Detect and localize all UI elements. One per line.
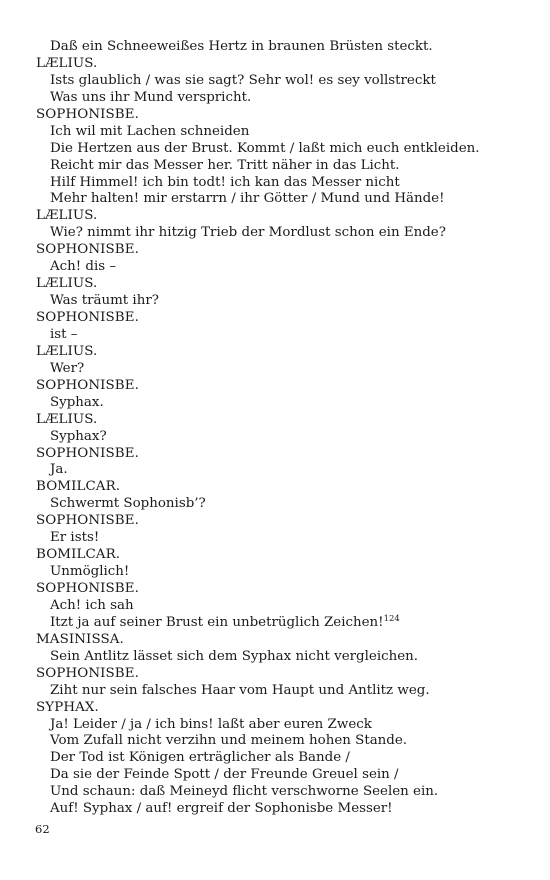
verse-line — [36, 293, 536, 310]
verse-text: Der Tod ist Königen erträglicher als Bande / — [50, 750, 350, 766]
speaker-label: LÆLIUS. — [36, 411, 98, 427]
speaker-name — [36, 513, 536, 530]
speaker-name — [36, 581, 536, 598]
speaker-name — [36, 666, 536, 683]
verse-text: Er ists! — [50, 530, 100, 546]
speaker-label: BOMILCAR. — [36, 479, 121, 495]
speaker-name — [36, 208, 536, 225]
verse-text: Mehr halten! mir erstarrn / ihr Götter / Mund und Hände! — [50, 191, 445, 207]
speaker-label: SOPHONISBE. — [36, 665, 139, 681]
verse-text: Die Hertzen aus der Brust. Kommt / laßt mich euch entkleiden. — [50, 140, 480, 156]
verse-line — [36, 90, 536, 107]
verse-line — [36, 175, 536, 192]
verse-text: Unmöglich! — [50, 564, 130, 580]
speaker-name — [36, 344, 536, 361]
verse-text: Reicht mir das Messer her. Tritt näher in das Licht. — [50, 157, 400, 173]
speaker-label: LÆLIUS. — [36, 208, 98, 224]
verse-line — [36, 615, 536, 632]
verse-text: Vom Zufall nicht verzihn und meinem hohen Stande. — [50, 733, 408, 749]
speaker-label: SYPHAX. — [36, 699, 99, 715]
verse-line — [36, 564, 536, 581]
verse-line — [36, 598, 536, 615]
speaker-name — [36, 310, 536, 327]
verse-line — [36, 429, 536, 446]
speaker-name — [36, 632, 536, 649]
speaker-label: SOPHONISBE. — [36, 377, 139, 393]
verse-text: Hilf Himmel! ich bin todt! ich kan das Messer nicht — [50, 174, 400, 190]
verse-text: Da sie der Feinde Spott / der Freunde Greuel sein / — [50, 767, 399, 783]
verse-text: Wer? — [50, 360, 85, 376]
verse-line — [36, 683, 536, 700]
verse-text: Auf! Syphax / auf! ergreif der Sophonisbe Messer! — [50, 801, 393, 817]
verse-text: Ziht nur sein falsches Haar vom Haupt und Antlitz weg. — [50, 682, 430, 698]
verse-line — [36, 73, 536, 90]
verse-line — [36, 496, 536, 513]
speaker-label: SOPHONISBE. — [36, 445, 139, 461]
speaker-label: LÆLIUS. — [36, 343, 98, 359]
verse-line — [36, 801, 536, 818]
verse-text: ist – — [50, 326, 78, 342]
page-number: 62 — [35, 822, 50, 836]
verse-text: Wie? nimmt ihr hitzig Trieb der Mordlust schon ein Ende? — [50, 225, 446, 241]
verse-text: Ja. — [50, 462, 68, 478]
verse-line — [36, 327, 536, 344]
verse-line — [36, 191, 536, 208]
speaker-label: SOPHONISBE. — [36, 513, 139, 529]
verse-line — [36, 158, 536, 175]
speaker-label: BOMILCAR. — [36, 547, 121, 563]
verse-line — [36, 141, 536, 158]
verse-line — [36, 750, 536, 767]
speaker-label: LÆLIUS. — [36, 55, 98, 71]
speaker-label: MASINISSA. — [36, 631, 124, 647]
verse-text: Ach! ich sah — [50, 597, 134, 613]
verse-text: Ach! dis – — [50, 259, 117, 275]
verse-line — [36, 462, 536, 479]
footnote-marker: 124 — [383, 613, 400, 624]
speaker-label: SOPHONISBE. — [36, 310, 139, 325]
verse-text: Was uns ihr Mund verspricht. — [50, 89, 252, 105]
verse-line — [36, 767, 536, 784]
verse-line — [36, 733, 536, 750]
speaker-name — [36, 276, 536, 293]
verse-line — [36, 361, 536, 378]
speaker-name — [36, 446, 536, 463]
speaker-name — [36, 107, 536, 124]
verse-line — [36, 717, 536, 734]
verse-text: Sein Antlitz lässet sich dem Syphax nicht vergleichen. — [50, 648, 419, 664]
verse-text: Itzt ja auf seiner Brust ein unbetrüglich Zeichen! — [50, 614, 384, 630]
speaker-name — [36, 242, 536, 259]
speaker-label: SOPHONISBE. — [36, 242, 139, 258]
speaker-label: LÆLIUS. — [36, 276, 98, 292]
verse-text: Ja! Leider / ja / ich bins! laßt aber euren Zweck — [50, 716, 372, 732]
speaker-name — [36, 547, 536, 564]
speaker-name — [36, 378, 536, 395]
verse-text: Syphax. — [50, 394, 104, 410]
verse-text: Ich wil mit Lachen schneiden — [50, 123, 250, 139]
verse-line — [36, 124, 536, 141]
verse-line — [36, 649, 536, 666]
verse-line — [36, 259, 536, 276]
verse-text: Daß ein Schneeweißes Hertz in braunen Brüsten steckt. — [50, 39, 433, 54]
verse-line — [36, 225, 536, 242]
speaker-label: SOPHONISBE. — [36, 106, 139, 122]
speaker-name — [36, 700, 536, 717]
speaker-name — [36, 479, 536, 496]
verse-line — [36, 784, 536, 801]
verse-text: Und schaun: daß Meineyd flicht verschworne Seelen ein. — [50, 784, 439, 800]
verse-line — [36, 530, 536, 547]
verse-line — [36, 395, 536, 412]
speaker-name — [36, 56, 536, 73]
verse-text: Ists glaublich / was sie sagt? Sehr wol! es sey vollstreckt — [50, 72, 436, 88]
speaker-name — [36, 412, 536, 429]
verse-text: Was träumt ihr? — [50, 293, 159, 309]
verse-line — [36, 39, 536, 56]
verse-text: Schwermt Sophonisb’? — [50, 496, 206, 512]
verse-text: Syphax? — [50, 428, 107, 444]
drama-text — [36, 39, 536, 818]
speaker-label: SOPHONISBE. — [36, 581, 139, 596]
